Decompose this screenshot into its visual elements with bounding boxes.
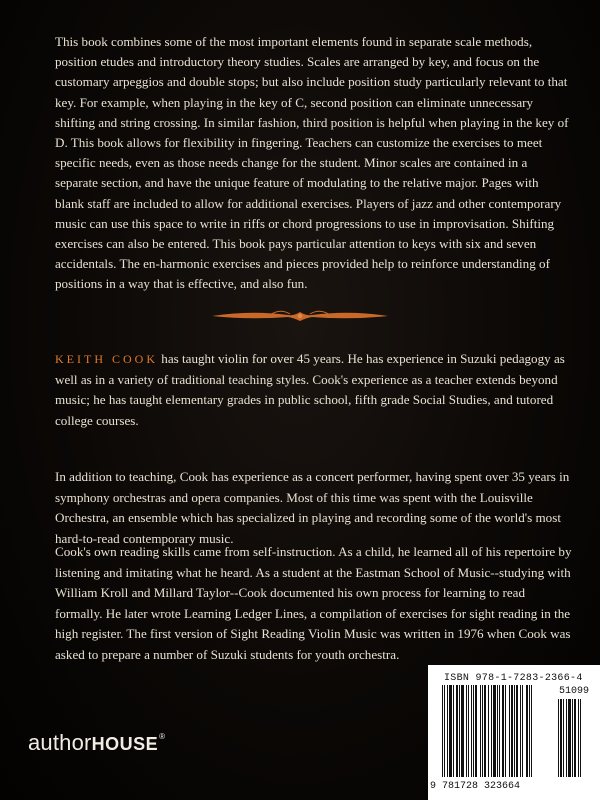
publisher-logo — [28, 730, 165, 756]
barcode-bar — [514, 685, 515, 777]
barcode-bar — [509, 685, 510, 777]
barcode-bar — [558, 699, 559, 777]
barcode-digits: 9 781728 323664 — [430, 781, 521, 792]
registered-trademark: ® — [159, 732, 166, 741]
barcode-bar — [526, 685, 528, 777]
barcode-bar — [568, 699, 571, 777]
barcode-bar — [488, 685, 489, 777]
isbn-label: ISBN 978-1-7283-2366-4 — [444, 673, 583, 684]
author-bio-paragraph-3: Cook's own reading skills came from self-instruction. As a child, he learned all of his repertoire by listening and imitating what he heard. As a student at the Eastman School of Music--studying with William Kroll and Millard Taylor--Cook documented his own process for learning to read formally. He later wrote Learning Ledger Lines, a compilation of exercises for sight reading in the high register. The first version of Sight Reading Violin Music was written in 1976 when Cook was asked to prepare a number of Suzuki students for youth orchestra. — [55, 544, 572, 662]
barcode-bar — [459, 685, 460, 777]
barcode-bar — [520, 685, 521, 777]
author-bio-paragraph-1 — [55, 349, 573, 431]
barcode-bar — [491, 685, 492, 777]
barcode-bar — [475, 685, 477, 777]
barcode-bar — [502, 685, 504, 777]
author-bio-paragraph-2: In addition to teaching, Cook has experience as a concert performer, having spent over 35 years in symphony orchestras and opera companies. Most of this time was spent with the Louisville Orchestra, an ensemble which has specialized in playing and recording some of the world's most hard-to-read contemporary music. — [55, 469, 570, 546]
barcode-bar — [461, 685, 464, 777]
flourish-divider-icon — [210, 306, 390, 326]
barcode-bar — [522, 685, 523, 777]
book-description: This book combines some of the most important elements found in separate scale methods, position etudes and introductory theory studies. Scales are arranged by key, and focus on the customary arpeggios and double stops; but also include position study particularly relevant to that key. For example, when playing in the key of C, second position can eliminate unnecessary shifting and string crossing. In similar fashion, third position is helpful when playing in the key of D. This book allows for flexibility in fingering. Teachers can customize the exercises to meet specific needs, even as those needs change for the student. Minor scales are contained in a separate section, and have the unique feature of modulating to the relative major. Pages with blank staff are included to allow for additional exercises. Players of jazz and other contemporary music can use this space to write in riffs or chord progressions to use in improvisation. Shifting exercises can also be entered. This book pays particular attention to keys with six and seven accidentals. The en-harmonic exercises and pieces provided help to reinforce understanding of positions in a way that is effective, and also fun. — [55, 34, 569, 292]
barcode-bar — [505, 685, 506, 777]
barcode-bar — [466, 685, 467, 777]
barcode-bar — [456, 685, 458, 777]
barcode-bar — [447, 685, 448, 777]
price-code: 51099 — [559, 686, 590, 697]
barcode-bar — [499, 685, 500, 777]
barcode-bar — [449, 685, 452, 777]
barcode-bar — [493, 685, 496, 777]
publisher-logo-part-2: HOUSE — [91, 734, 159, 754]
barcode-bar — [453, 685, 454, 777]
barcode-bar — [566, 699, 567, 777]
barcode-bar — [444, 685, 445, 777]
barcode-bar — [442, 685, 443, 777]
barcode-bar — [471, 685, 472, 777]
barcode-bar — [482, 685, 483, 777]
barcode-bar — [473, 685, 474, 777]
barcode-bar — [529, 685, 530, 777]
barcode-bar — [580, 699, 581, 777]
barcode-bar — [563, 699, 564, 777]
isbn-barcode — [428, 665, 600, 800]
author-name: KEITH COOK — [55, 352, 158, 366]
barcode-bar — [560, 699, 562, 777]
barcode-bars — [428, 665, 600, 800]
barcode-bar — [516, 685, 518, 777]
barcode-bar — [484, 685, 486, 777]
barcode-bar — [578, 699, 579, 777]
barcode-bar — [511, 685, 513, 777]
barcode-bar — [468, 685, 469, 777]
barcode-bar — [572, 699, 573, 777]
barcode-bar — [497, 685, 498, 777]
barcode-bar — [574, 699, 576, 777]
barcode-bar — [480, 685, 481, 777]
barcode-bar — [531, 685, 532, 777]
publisher-logo-part-1: author — [28, 730, 92, 755]
author-bio-text: has taught violin for over 45 years. He has experience in Suzuki pedagogy as well as in a variety of traditional teaching styles. Cook's experience as a teacher extends beyond music; he has taught elementary grades in public school, fifth grade Social Studies, and tutored college courses. — [55, 351, 565, 428]
